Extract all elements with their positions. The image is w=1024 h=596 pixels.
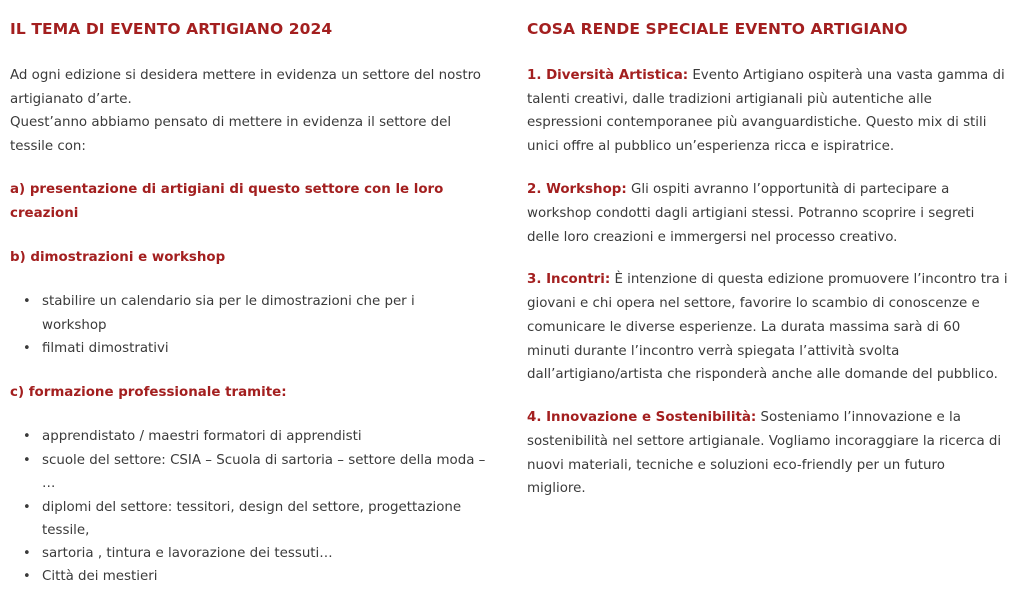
p4-label: 4. Innovazione e Sostenibilità: — [527, 410, 757, 425]
bullet-icon: • — [23, 294, 31, 309]
p3-line: comunicare le diverse esperienze. La durata massima sarà di 60 — [527, 320, 961, 335]
bullet-icon: • — [23, 569, 31, 584]
p4-line: nuovi materiali, tecniche e soluzioni eco-friendly per un futuro — [527, 458, 945, 473]
p3-label: 3. Incontri: — [527, 272, 611, 287]
intro-line: Ad ogni edizione si desidera mettere in evidenza un settore del nostro — [10, 68, 481, 83]
paragraph-1 — [527, 64, 1005, 88]
p2-line: delle loro creazioni e immergersi nel processo creativo. — [527, 230, 898, 245]
bullet-icon: • — [23, 453, 31, 468]
list-item-cont: … — [42, 476, 56, 491]
p4-text: Sosteniamo l’innovazione e la — [756, 410, 961, 425]
p1-label: 1. Diversità Artistica: — [527, 68, 689, 83]
list-item: stabilire un calendario sia per le dimostrazioni che per i — [42, 294, 415, 309]
intro-line: artigianato d’arte. — [10, 92, 132, 107]
p2-line: workshop condotti dagli artigiani stessi. Potranno scoprire i segreti — [527, 206, 975, 221]
p3-line: minuti durante l’incontro verrà spiegata l’attività svolta — [527, 344, 900, 359]
section-a-heading-cont: creazioni — [10, 206, 79, 221]
section-c-heading: c) formazione professionale tramite: — [10, 385, 287, 400]
intro-line: Quest’anno abbiamo pensato di mettere in evidenza il settore del — [10, 115, 452, 130]
bullet-icon: • — [23, 429, 31, 444]
list-item-cont: tessile, — [42, 523, 90, 538]
section-a-heading: a) presentazione di artigiani di questo settore con le loro — [10, 182, 444, 197]
p2-label: 2. Workshop: — [527, 182, 627, 197]
paragraph-4 — [527, 406, 961, 430]
bullet-icon: • — [23, 546, 31, 561]
p3-text: È intenzione di questa edizione promuovere l’incontro tra i — [610, 272, 1008, 287]
p1-line: unici offre al pubblico un’esperienza ricca e ispiratrice. — [527, 139, 895, 154]
intro-line: tessile con: — [10, 139, 86, 154]
p1-line: talenti creativi, dalle tradizioni artigianali più autentiche alle — [527, 92, 932, 107]
list-item-cont: workshop — [42, 318, 107, 333]
p2-text: Gli ospiti avranno l’opportunità di partecipare a — [626, 182, 950, 197]
paragraph-2 — [527, 178, 949, 202]
list-item: diplomi del settore: tessitori, design del settore, progettazione — [42, 500, 462, 515]
p3-line: giovani e chi opera nel settore, favorire lo scambio di conoscenze e — [527, 296, 980, 311]
list-item: sartoria , tintura e lavorazione dei tessuti… — [42, 546, 333, 561]
p4-line: migliore. — [527, 481, 586, 496]
list-item: filmati dimostrativi — [42, 341, 169, 356]
bullet-icon: • — [23, 500, 31, 515]
list-item: apprendistato / maestri formatori di apprendisti — [42, 429, 362, 444]
section-b-heading: b) dimostrazioni e workshop — [10, 250, 226, 265]
p4-line: sostenibilità nel settore artigianale. Vogliamo incoraggiare la ricerca di — [527, 434, 1002, 449]
paragraph-3 — [527, 268, 1008, 292]
list-item: Città dei mestieri — [42, 569, 158, 584]
theme-title: IL TEMA DI EVENTO ARTIGIANO 2024 — [10, 20, 333, 38]
p1-line: espressioni contemporanee più avanguardistiche. Questo mix di stili — [527, 115, 987, 130]
p1-text: Evento Artigiano ospiterà una vasta gamma di — [688, 68, 1005, 83]
list-item: scuole del settore: CSIA – Scuola di sartoria – settore della moda – — [42, 453, 486, 468]
special-title: COSA RENDE SPECIALE EVENTO ARTIGIANO — [527, 20, 908, 38]
bullet-icon: • — [23, 341, 31, 356]
p3-line: dall’artigiano/artista che risponderà anche alle domande del pubblico. — [527, 367, 998, 382]
